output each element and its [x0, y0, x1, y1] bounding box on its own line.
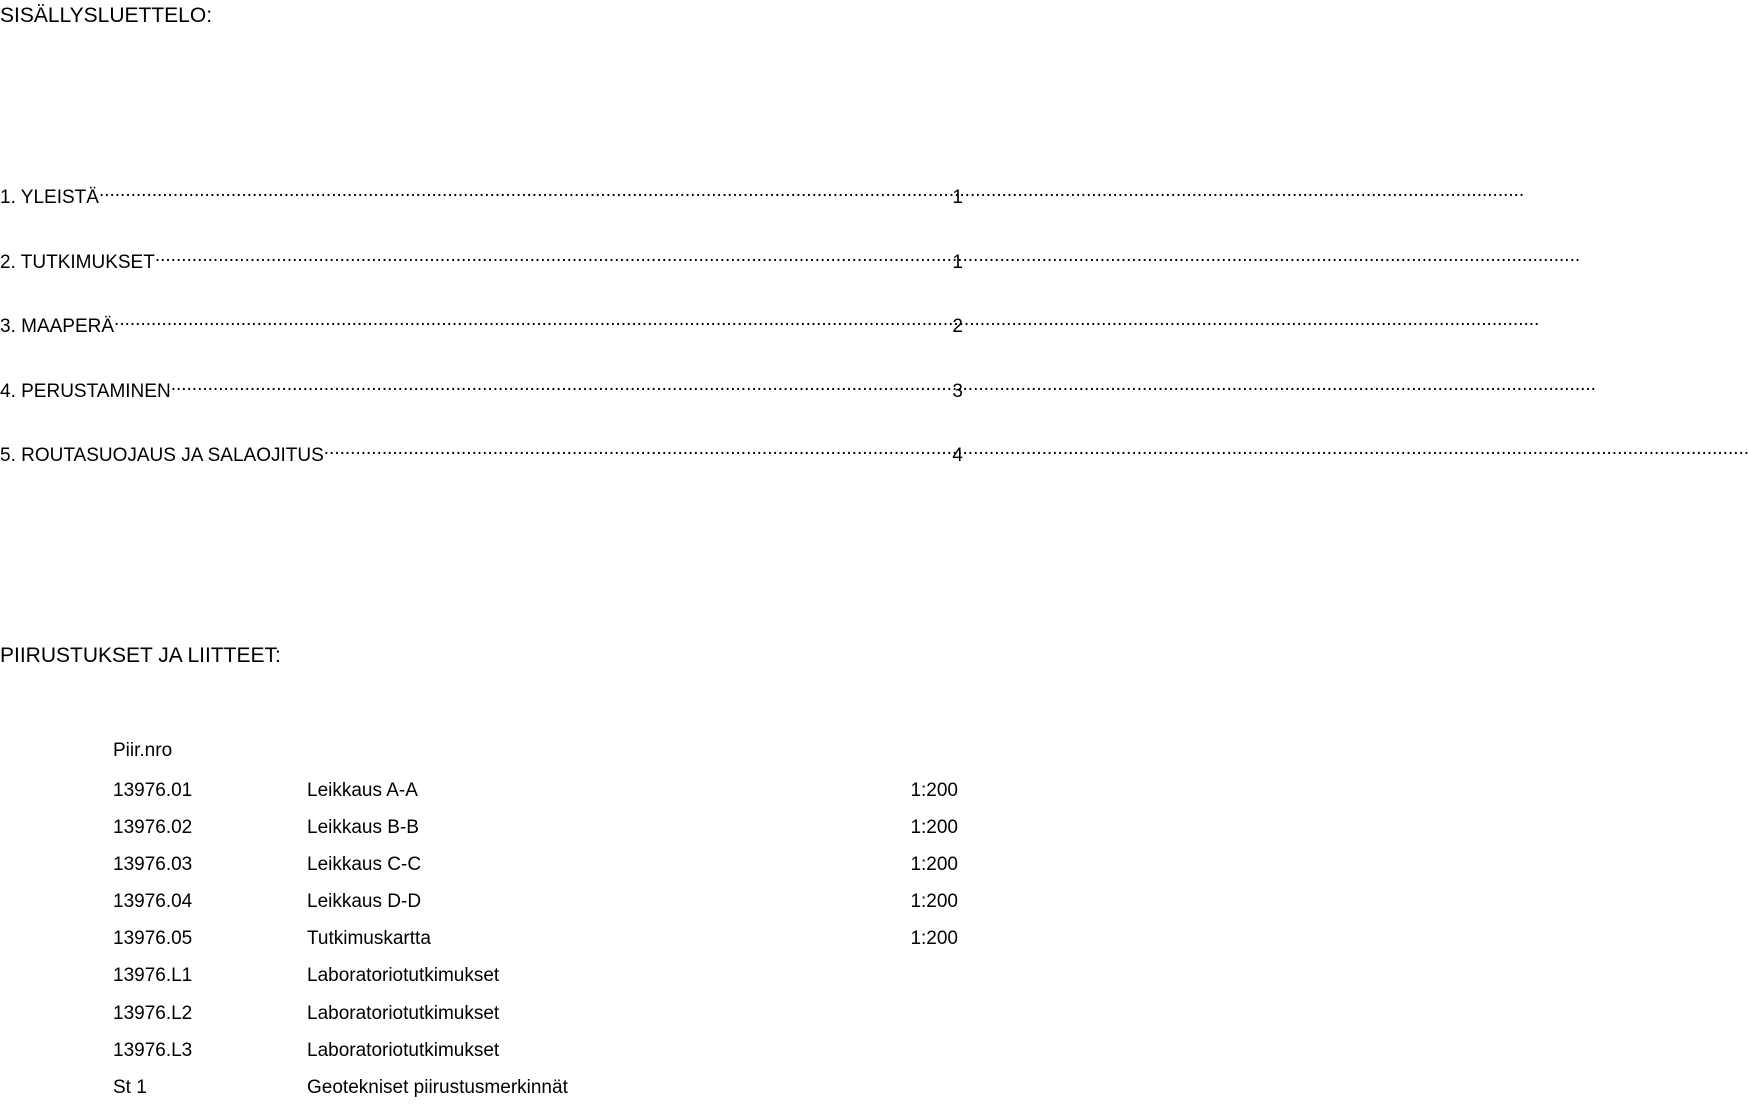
drawing-row: [113, 779, 963, 816]
drawing-title: Leikkaus B-B: [307, 817, 419, 839]
drawing-number: 13976.03: [113, 854, 193, 876]
toc-entry-label: 2. TUTKIMUKSET: [0, 251, 155, 273]
drawing-scale: 1:200: [910, 780, 958, 801]
drawings-table: [113, 739, 963, 1113]
toc-entry[interactable]: [0, 244, 963, 309]
drawing-title: Laboratoriotutkimukset: [307, 1002, 500, 1024]
drawing-number: 13976.05: [113, 928, 193, 950]
drawing-scale: 1:200: [910, 928, 958, 950]
drawing-title: Geotekniset piirustusmerkinnät: [307, 1076, 568, 1098]
toc-entry[interactable]: [0, 373, 963, 438]
toc-entry-label: 4. PERUSTAMINEN: [0, 380, 171, 402]
toc-leader-dots: [99, 179, 952, 203]
drawing-number: 13976.02: [113, 817, 193, 839]
drawing-row: [113, 1039, 963, 1076]
drawing-number: St 1: [113, 1076, 147, 1098]
toc-leader-dots: [114, 308, 952, 332]
drawings-heading: PIIRUSTUKSET JA LIITTEET:: [0, 644, 281, 667]
drawing-title: Tutkimuskartta: [307, 928, 431, 950]
toc-list: [0, 179, 963, 502]
drawing-scale: 1:200: [910, 817, 958, 839]
toc-entry-page: 4: [952, 445, 963, 466]
drawing-title: Leikkaus A-A: [307, 780, 418, 801]
toc-entry-page: 2: [952, 316, 963, 337]
drawing-row: [113, 1076, 963, 1113]
toc-entry[interactable]: [0, 308, 963, 373]
drawing-number: 13976.04: [113, 891, 193, 913]
toc-leader-dots: [155, 244, 953, 268]
drawing-number: 13976.L1: [113, 965, 193, 987]
toc-leader-dots: [171, 373, 953, 397]
drawing-row: [113, 890, 963, 927]
drawing-row: [113, 1002, 963, 1039]
drawing-scale: 1:200: [910, 854, 958, 876]
drawing-title: Laboratoriotutkimukset: [307, 1039, 500, 1061]
drawing-number-column-header: Piir.nro: [113, 740, 173, 761]
drawing-number: 13976.01: [113, 780, 193, 801]
toc-entry-page: 1: [952, 251, 963, 273]
toc-heading: SISÄLLYSLUETTELO:: [0, 4, 213, 27]
drawing-title: Leikkaus C-C: [307, 854, 422, 876]
drawing-row: [113, 816, 963, 853]
toc-entry-label: 1. YLEISTÄ: [0, 187, 99, 208]
drawing-row: [113, 853, 963, 890]
toc-entry-label: 3. MAAPERÄ: [0, 316, 115, 337]
drawing-number: 13976.L3: [113, 1039, 193, 1061]
drawing-scale: 1:200: [910, 891, 958, 913]
toc-entry[interactable]: [0, 437, 963, 502]
drawing-number: 13976.L2: [113, 1002, 193, 1024]
toc-entry-page: 3: [952, 380, 963, 402]
drawing-row: [113, 927, 963, 964]
toc-leader-dots: [324, 437, 953, 461]
drawing-row: [113, 964, 963, 1001]
drawing-title: Leikkaus D-D: [307, 891, 422, 913]
toc-entry-label: 5. ROUTASUOJAUS JA SALAOJITUS: [0, 445, 324, 466]
toc-entry[interactable]: [0, 179, 963, 244]
drawing-title: Laboratoriotutkimukset: [307, 965, 500, 987]
toc-entry-page: 1: [952, 187, 963, 208]
